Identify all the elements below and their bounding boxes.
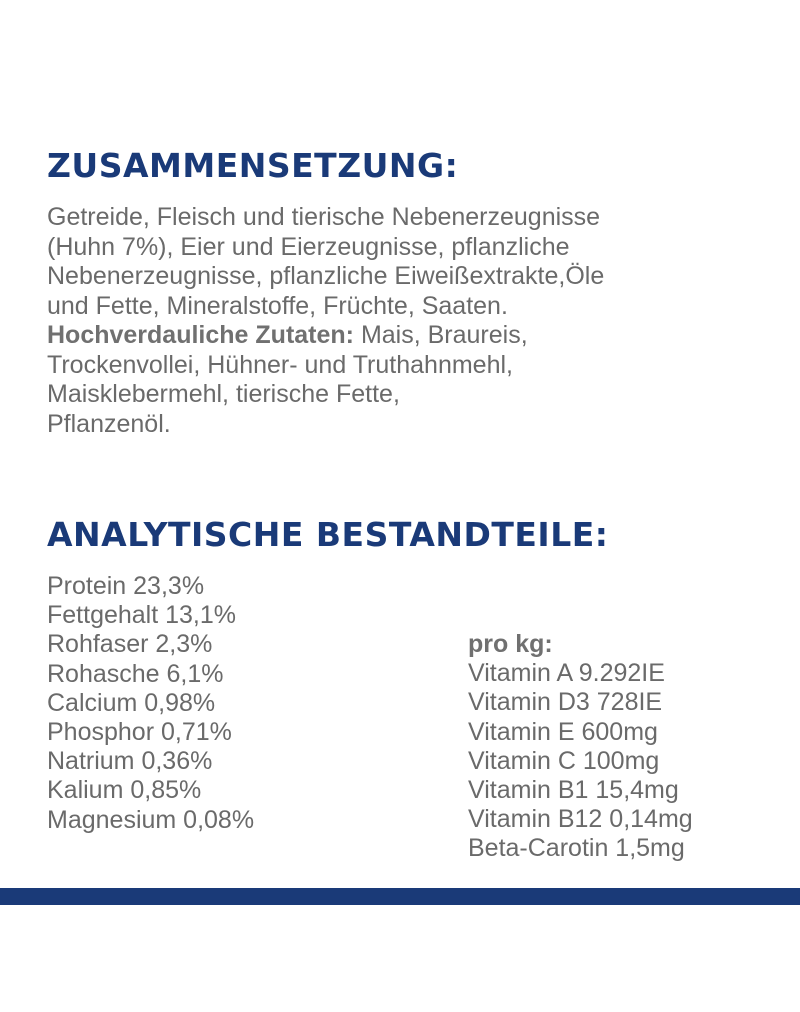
- analytics-heading: ANALYTISCHE BESTANDTEILE:: [47, 515, 609, 554]
- composition-line: und Fette, Mineralstoffe, Früchte, Saaten.: [47, 291, 508, 320]
- analytics-item: Fettgehalt 13,1%: [47, 601, 237, 630]
- vitamin-item: Vitamin A 9.292IE: [468, 659, 665, 688]
- highlight-line: Maisklebermehl, tierische Fette,: [47, 380, 400, 408]
- analytics-item: Natrium 0,36%: [47, 747, 213, 776]
- vitamin-item: Vitamin D3 728IE: [468, 688, 663, 717]
- analytics-item: Kalium 0,85%: [47, 776, 202, 805]
- composition-line: Nebenerzeugnisse, pflanzliche Eiweißextrakte,Öle: [47, 262, 605, 290]
- highlight-line: [47, 321, 787, 351]
- analytics-item: Calcium 0,98%: [47, 688, 216, 717]
- vitamin-item: Vitamin E 600mg: [468, 717, 658, 746]
- analytics-item: Phosphor 0,71%: [47, 718, 232, 747]
- highlight-line: Pflanzenöl.: [47, 409, 171, 438]
- vitamins-label: pro kg:: [468, 630, 553, 658]
- footer-bar: [0, 888, 800, 905]
- analytics-list: [47, 572, 254, 835]
- composition-text: [47, 203, 787, 439]
- vitamin-item: Vitamin C 100mg: [468, 746, 660, 775]
- analytics-item: Rohasche 6,1%: [47, 659, 224, 688]
- composition-line: Getreide, Fleisch und tierische Nebenerzeugnisse: [47, 203, 601, 231]
- analytics-item: Protein 23,3%: [47, 572, 205, 600]
- vitamins-list: [468, 630, 693, 864]
- highlight-text: Mais, Braureis,: [354, 321, 528, 349]
- vitamin-item: Beta-Carotin 1,5mg: [468, 834, 685, 863]
- composition-heading: ZUSAMMENSETZUNG:: [47, 146, 459, 185]
- composition-line: (Huhn 7%), Eier und Eierzeugnisse, pflanzliche: [47, 232, 570, 261]
- highlight-line: Trockenvollei, Hühner- und Truthahnmehl,: [47, 350, 513, 379]
- vitamin-item: Vitamin B12 0,14mg: [468, 805, 693, 834]
- highlight-label: Hochverdauliche Zutaten:: [47, 321, 354, 349]
- analytics-item: Magnesium 0,08%: [47, 805, 255, 834]
- vitamin-item: Vitamin B1 15,4mg: [468, 776, 679, 805]
- analytics-item: Rohfaser 2,3%: [47, 630, 213, 659]
